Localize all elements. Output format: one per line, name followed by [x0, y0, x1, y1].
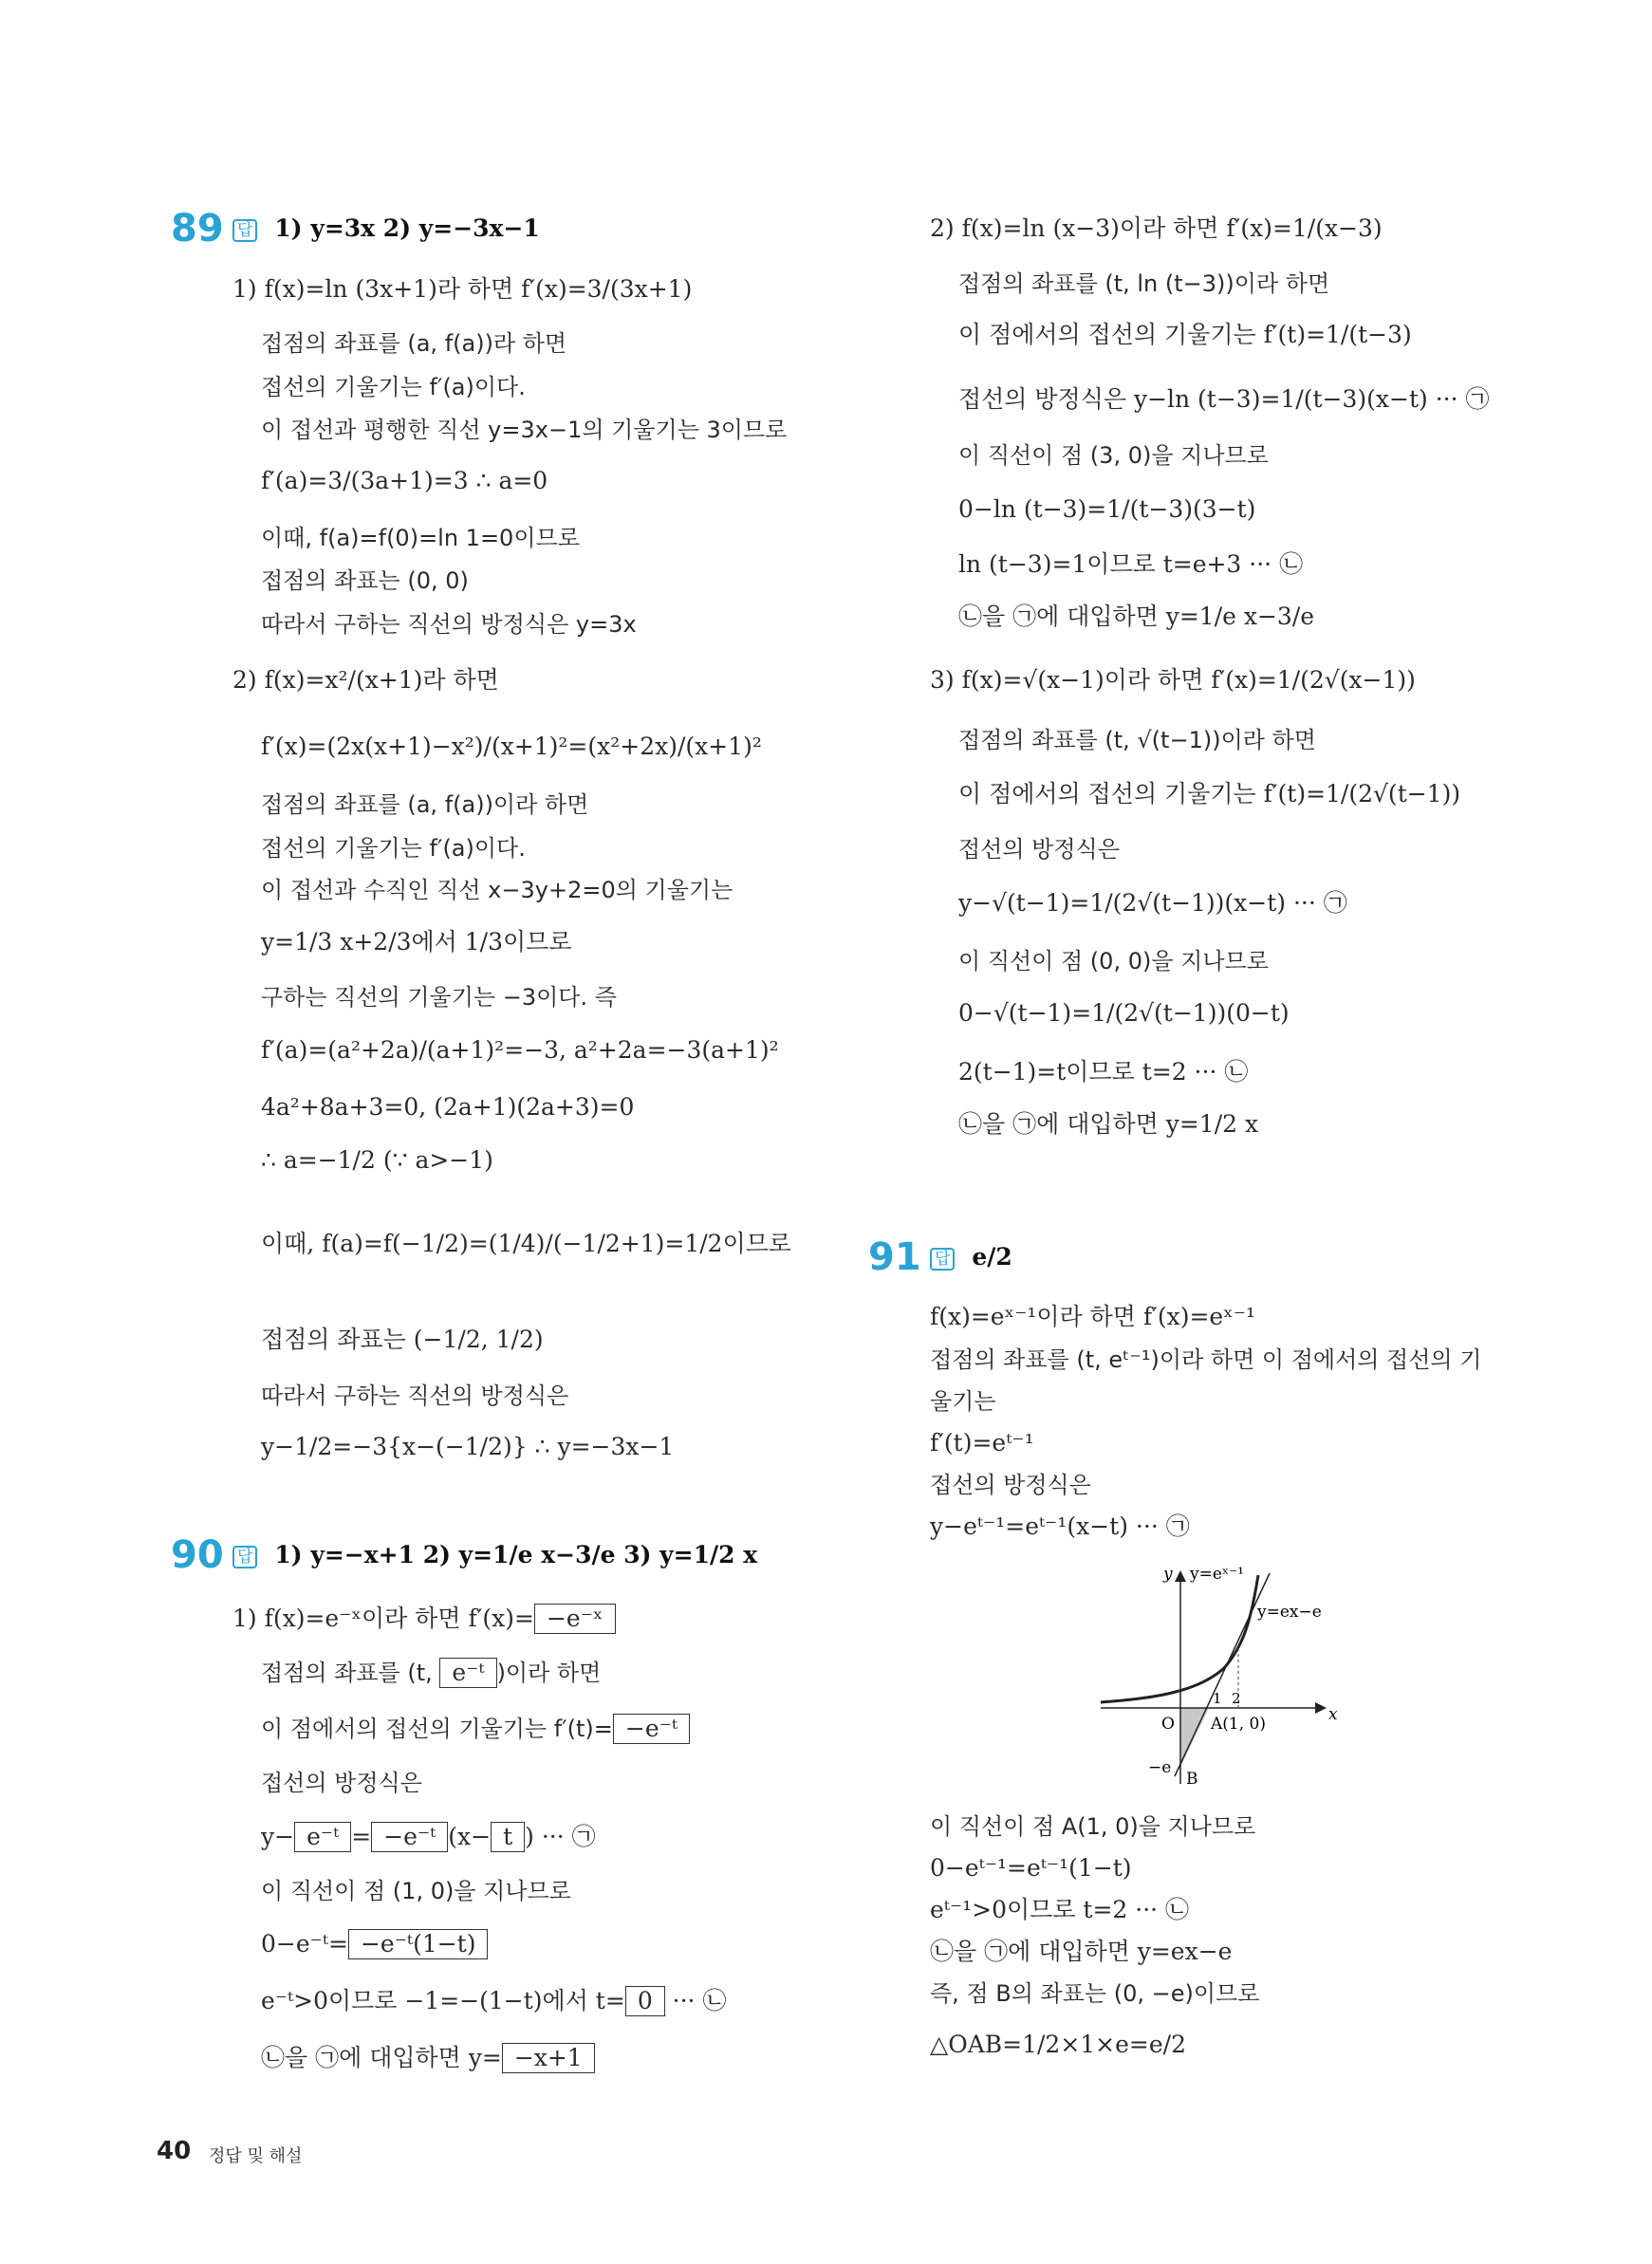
p91-line-11: 즉, 점 B의 좌표는 (0, −e)이므로	[930, 1980, 1260, 2007]
p90-line-2	[261, 1658, 601, 1688]
p89-line-6: 이때, f(a)=f(0)=ln 1=0이므로	[261, 525, 580, 551]
blank-box: e⁻ᵗ	[439, 1658, 496, 1688]
line-label: y=ex−e	[1257, 1603, 1322, 1622]
p89-line-5: f′(a)=3/(3a+1)=3 ∴ a=0	[261, 467, 548, 494]
p89-line-10: f′(x)=(2x(x+1)−x²)/(x+1)²=(x²+2x)/(x+1)²	[261, 733, 762, 760]
problem-89-answer: 1) y=3x 2) y=−3x−1	[274, 214, 540, 242]
p90-text-3: 이 점에서의 접선의 기울기는 f′(t)=	[261, 1716, 613, 1742]
p90-tail-8: ··· ㉡	[664, 1987, 727, 2014]
blank-box: 0	[625, 1986, 665, 2016]
p90-right-line-2: 접점의 좌표를 (t, ln (t−3))이라 하면	[958, 270, 1330, 297]
problem-89-answer-line	[232, 214, 540, 243]
exponential-tangent-graph	[1091, 1556, 1357, 1793]
p89-line-3: 접선의 기울기는 f′(a)이다.	[261, 374, 526, 400]
p90-right-line-9: 3) f(x)=√(x−1)이라 하면 f′(x)=1/(2√(x−1))	[930, 666, 1416, 694]
tick-1-label: 1	[1213, 1690, 1222, 1707]
p91-line-4: f′(t)=eᵗ⁻¹	[930, 1429, 1034, 1457]
point-a-label: A(1, 0)	[1211, 1715, 1266, 1734]
p90-right-line-3: 이 점에서의 접선의 기울기는 f′(t)=1/(t−3)	[958, 321, 1412, 348]
p90-line-4: 접선의 방정식은	[261, 1770, 422, 1796]
p90-text-9: ㉡을 ㉠에 대입하면 y=	[261, 2044, 502, 2071]
tick-2-label: 2	[1232, 1690, 1241, 1707]
p89-line-15: 구하는 직선의 기울기는 −3이다. 즉	[261, 984, 617, 1011]
p89-line-12: 접선의 기울기는 f′(a)이다.	[261, 835, 526, 862]
blank-box: −e⁻ᵗ	[371, 1822, 448, 1852]
p90-text-1: 1) f(x)=e⁻ˣ이라 하면 f′(x)=	[232, 1605, 534, 1632]
answer-badge: 답	[930, 1248, 955, 1271]
p90-tail-2: )이라 하면	[496, 1660, 602, 1686]
blank-box: −e⁻ᵗ	[613, 1714, 690, 1744]
p90-tail-5c: ) ··· ㉠	[525, 1823, 596, 1850]
p90-right-line-10: 접점의 좌표를 (t, √(t−1))이라 하면	[958, 727, 1316, 753]
p89-line-14: y=1/3 x+2/3에서 1/3이므로	[261, 928, 572, 956]
p90-right-line-15: 0−√(t−1)=1/(2√(t−1))(0−t)	[958, 999, 1290, 1027]
p90-text-7: 0−e⁻ᵗ=	[261, 1930, 348, 1958]
problem-90-answer-line	[232, 1541, 757, 1569]
p90-right-line-8: ㉡을 ㉠에 대입하면 y=1/e x−3/e	[958, 603, 1315, 630]
p89-line-19: 이때, f(a)=f(−1/2)=(1/4)/(−1/2+1)=1/2이므로	[261, 1230, 792, 1257]
p90-right-line-5: 이 직선이 점 (3, 0)을 지나므로	[958, 442, 1269, 469]
p89-line-20: 접점의 좌표는 (−1/2, 1/2)	[261, 1326, 544, 1353]
p90-right-line-14: 이 직선이 점 (0, 0)을 지나므로	[958, 948, 1269, 974]
p89-line-21: 따라서 구하는 직선의 방정식은	[261, 1383, 569, 1409]
p89-line-11: 접점의 좌표를 (a, f(a))이라 하면	[261, 791, 589, 818]
p89-line-18: ∴ a=−1/2 (∵ a>−1)	[261, 1146, 493, 1174]
tangent-line	[1175, 1573, 1270, 1776]
p90-line-3	[261, 1714, 690, 1744]
p91-line-8: 0−eᵗ⁻¹=eᵗ⁻¹(1−t)	[930, 1854, 1132, 1882]
blank-box: −e⁻ᵗ(1−t)	[348, 1929, 489, 1959]
p90-line-7	[261, 1929, 488, 1959]
problem-89-number: 89	[171, 207, 224, 251]
p89-line-4: 이 접선과 평행한 직선 y=3x−1의 기울기는 3이므로	[261, 417, 788, 443]
p90-text-8: e⁻ᵗ>0이므로 −1=−(1−t)에서 t=	[261, 1987, 625, 2014]
p89-line-7: 접점의 좌표는 (0, 0)	[261, 567, 469, 594]
answer-badge: 답	[232, 1546, 257, 1568]
p89-line-13: 이 접선과 수직인 직선 x−3y+2=0의 기울기는	[261, 877, 733, 903]
blank-box: e⁻ᵗ	[294, 1822, 351, 1852]
problem-91-number: 91	[868, 1235, 921, 1279]
p90-right-line-17: ㉡을 ㉠에 대입하면 y=1/2 x	[958, 1110, 1259, 1138]
p91-line-10: ㉡을 ㉠에 대입하면 y=ex−e	[930, 1938, 1233, 1965]
neg-e-label: −e	[1148, 1758, 1172, 1777]
p90-line-6: 이 직선이 점 (1, 0)을 지나므로	[261, 1878, 571, 1904]
origin-label: O	[1161, 1715, 1175, 1734]
p90-right-line-16: 2(t−1)=t이므로 t=2 ··· ㉡	[958, 1058, 1249, 1086]
p91-line-3: 울기는	[930, 1388, 996, 1415]
p89-line-22: y−1/2=−3{x−(−1/2)} ∴ y=−3x−1	[261, 1433, 675, 1460]
problem-91-answer-line	[930, 1243, 1012, 1271]
p90-right-line-12: 접선의 방정식은	[958, 836, 1120, 863]
p89-line-9: 2) f(x)=x²/(x+1)라 하면	[232, 666, 499, 694]
blank-box: t	[491, 1822, 525, 1852]
page-footer-label: 정답 및 해설	[209, 2146, 303, 2166]
p90-text-2: 접점의 좌표를 (t,	[261, 1660, 440, 1686]
blank-box: −e⁻ˣ	[534, 1604, 616, 1634]
p91-line-7: 이 직선이 점 A(1, 0)을 지나므로	[930, 1813, 1256, 1840]
curve-label: y=eˣ⁻¹	[1190, 1565, 1244, 1584]
p91-line-2: 접점의 좌표를 (t, eᵗ⁻¹)이라 하면 이 점에서의 접선의 기	[930, 1346, 1482, 1373]
p89-line-1: 1) f(x)=ln (3x+1)라 하면 f′(x)=3/(3x+1)	[232, 275, 693, 303]
p89-line-16: f′(a)=(a²+2a)/(a+1)²=−3, a²+2a=−3(a+1)²	[261, 1036, 779, 1064]
x-axis-label: x	[1328, 1705, 1338, 1724]
p90-tail-5b: (x−	[448, 1823, 492, 1850]
p90-line-1	[232, 1604, 616, 1634]
p90-line-9	[261, 2043, 595, 2073]
p90-tail-5a: =	[351, 1823, 372, 1850]
p89-line-2: 접점의 좌표를 (a, f(a))라 하면	[261, 330, 567, 357]
problem-90-number: 90	[171, 1533, 224, 1577]
p90-right-line-6: 0−ln (t−3)=1/(t−3)(3−t)	[958, 495, 1256, 523]
point-b-label: B	[1186, 1770, 1198, 1789]
p91-line-12: △OAB=1/2×1×e=e/2	[930, 2031, 1186, 2058]
p90-right-line-13: y−√(t−1)=1/(2√(t−1))(x−t) ··· ㉠	[958, 889, 1347, 917]
p90-text-5: y−	[261, 1823, 295, 1850]
y-axis-label: y	[1163, 1565, 1173, 1584]
p89-line-17: 4a²+8a+3=0, (2a+1)(2a+3)=0	[261, 1093, 635, 1121]
answer-badge: 답	[232, 219, 257, 242]
p91-line-9: eᵗ⁻¹>0이므로 t=2 ··· ㉡	[930, 1896, 1190, 1923]
p90-right-line-11: 이 점에서의 접선의 기울기는 f′(t)=1/(2√(t−1))	[958, 780, 1461, 807]
p91-line-1: f(x)=eˣ⁻¹이라 하면 f′(x)=eˣ⁻¹	[930, 1303, 1255, 1330]
p91-line-6: y−eᵗ⁻¹=eᵗ⁻¹(x−t) ··· ㉠	[930, 1512, 1190, 1540]
p90-right-line-1: 2) f(x)=ln (x−3)이라 하면 f′(x)=1/(x−3)	[930, 214, 1383, 242]
blank-box: −x+1	[502, 2043, 595, 2073]
p89-line-8: 따라서 구하는 직선의 방정식은 y=3x	[261, 611, 637, 638]
triangle-oab	[1180, 1708, 1209, 1767]
p90-right-line-4: 접선의 방정식은 y−ln (t−3)=1/(t−3)(x−t) ··· ㉠	[958, 385, 1490, 413]
p90-line-5	[261, 1822, 596, 1852]
page-number: 40	[157, 2137, 192, 2165]
p91-line-5: 접선의 방정식은	[930, 1472, 1091, 1498]
problem-90-answer: 1) y=−x+1 2) y=1/e x−3/e 3) y=1/2 x	[274, 1541, 758, 1568]
problem-91-answer: e/2	[972, 1243, 1012, 1271]
p90-right-line-7: ln (t−3)=1이므로 t=e+3 ··· ㉡	[958, 550, 1304, 578]
curve-exp	[1101, 1575, 1258, 1702]
p90-line-8	[261, 1986, 726, 2016]
